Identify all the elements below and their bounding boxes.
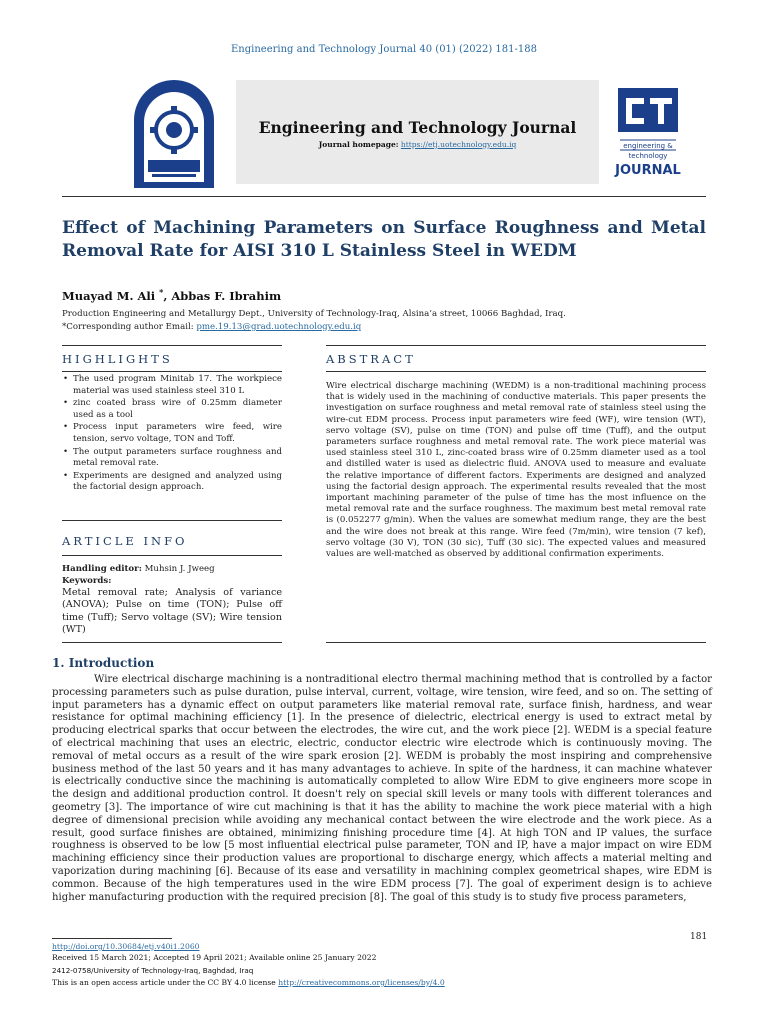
- abstract-text: Wire electrical discharge machining (WEDM) is a non-traditional machining process that is widely used in the machining of conductive materials. This paper presents the investigation on surface roughness and metal removal rate of stainless steel using the wire-cut EDM process. Process input parameters wire feed (WF), wire tension (WT), servo voltage (SV), pulse on time (TON) and pulse off time (Tuff), and the output parameters surface roughness and metal removal rate. The work piece material was used stainless steel 310 L, zinc-coated brass wire of 0.25mm diameter used as a tool and distilled water is used as dielectric fluid. ANOVA used to measure and evaluate the relative importance of different factors. Experiments are designed and analyzed using the factorial design approach. The experimental results revealed that the most important machining parameter of the pulse of time has the most influence on the metal removal rate and the surface roughness. The maximum best metal removal rate is (0.052277 g/min). When the values are somewhat medium range, they are the best and the wire does not break at this range. Wire feed (7m/min), wire tension (7 kef), servo voltage (30 V), TON (30 sic), Tuff (30 sic). The expected values and measured values are well-matched as observed by additional confirmation experiments.: [326, 381, 706, 560]
- journal-title: Engineering and Technology Journal: [258, 118, 577, 137]
- corresponding-mark: *: [159, 287, 164, 297]
- logo-line-3: JOURNAL: [615, 163, 681, 178]
- header-rule: [62, 196, 706, 197]
- page-number: 181: [690, 932, 708, 942]
- introduction-body: [52, 674, 712, 904]
- article-info-rule: [62, 555, 282, 556]
- introduction-paragraph: Wire electrical discharge machining is a nontraditional electro thermal machining method that is controlled by a factor processing parameters such as pulse duration, pulse interval, current, voltage, wire tension, wire feed, and so on. The setting of input parameters has a dynamic effect on output parameters like material removal rate, surface finish, hardness, and wear resistance for optimal machining efficiency [1]. In the presence of dielectric, electrical energy is used to extract metal by producing electrical sparks that occur between the electrodes, the wire cut, and the work piece [2]. WEDM is a special feature of electrical machining that uses an electric, electric, conductor electric wire electrode which is continuously moving. The removal of metal occurs as a result of the wire spark erosion [2]. WEDM is probably the most inspiring and comprehensive business method of the last 50 years and it has many advantages to achieve. In spite of the hardness, it can machine whatever is electrically conductive since the machining is automatically completed to allow Wire EDM to give engineers more scope in the design and additional production control. It doesn't rely on special skill levels or many tools with different tolerances and geometry [3]. The importance of wire cut machining is that it has the ability to machine the work piece material with a high degree of dimensional precision while avoiding any mechanical contact between the wire electrode and the work piece. As a result, good surface finishes are obtained, minimizing finishing procedure time [4]. At high TON and IP values, the surface roughness is observed to be low [5 most influential electrical pulse parameter, TON and IP, have a major impact on wire EDM machining efficiency since their production values are proportional to discharge energy, which affects a material melting and vaporization during machining [6]. Because of its ease and versatility in machining complex geometrical shapes, wire EDM is common. Because of the high temperatures used in the wire EDM process [7]. The goal of experiment design is to achieve higher manufacturing production with the required precision [8]. The goal of this study is to study five process parameters,: [52, 674, 712, 903]
- keywords: Metal removal rate; Analysis of variance (ANOVA); Pulse on time (TON); Pulse off time (Tuff); Servo voltage (SV); Wire tension (WT): [62, 587, 282, 636]
- author-2: , Abbas F. Ibrahim: [163, 288, 282, 303]
- keywords-label: Keywords:: [62, 576, 112, 586]
- footer-rule: [52, 938, 172, 939]
- running-header: Engineering and Technology Journal 40 (01) (2022) 181-188: [231, 44, 537, 55]
- logo-line-2: technology: [628, 152, 668, 160]
- corresponding-label: *Corresponding author Email:: [62, 322, 194, 332]
- footer-doi: [52, 942, 200, 951]
- journal-homepage: [236, 140, 599, 149]
- introduction-heading: 1. Introduction: [52, 656, 155, 670]
- article-info-bottom-rule: [62, 642, 282, 643]
- footer-license: [52, 978, 445, 987]
- footer-issn: 2412-0758/University of Technology-Iraq, Baghdad, Iraq: [52, 966, 254, 975]
- highlight-item: • The used program Minitab 17. The workpiece material was used stainless steel 310 L: [62, 374, 282, 397]
- highlights-bottom-rule: [62, 520, 282, 521]
- abstract-rule: [326, 371, 706, 372]
- paper-title: Effect of Machining Parameters on Surface Roughness and Metal Removal Rate for AISI 310 L Stainless Steel in WEDM: [62, 218, 706, 261]
- abstract-top-rule: [326, 345, 706, 346]
- logo-line-1: engineering &: [623, 142, 673, 150]
- abstract-bottom-rule: [326, 642, 706, 643]
- highlight-item: • The output parameters surface roughness and metal removal rate.: [62, 447, 282, 470]
- corresponding-email[interactable]: pme.19.13@grad.uotechnology.edu.iq: [196, 322, 362, 332]
- handling-editor: [62, 563, 282, 575]
- doi-link[interactable]: http://doi.org/10.30684/etj.v40i1.2060: [52, 942, 200, 951]
- highlights-top-rule: [62, 345, 282, 346]
- editor-name: Muhsin J. Jweeg: [144, 564, 215, 574]
- homepage-link[interactable]: https://etj.uotechnology.edu.iq: [400, 140, 517, 149]
- article-info-heading: ARTICLE INFO: [62, 534, 188, 548]
- highlights-list: [62, 374, 282, 495]
- highlight-item: • zinc coated brass wire of 0.25mm diameter used as a tool: [62, 398, 282, 421]
- article-info: [62, 563, 282, 637]
- university-logo: [128, 80, 220, 188]
- corresponding-author: [62, 322, 361, 332]
- footer-dates: Received 15 March 2021; Accepted 19 April 2021; Available online 25 January 2022: [52, 953, 377, 962]
- license-text: This is an open access article under the CC BY 4.0 license: [52, 978, 276, 987]
- authors: [62, 287, 281, 303]
- highlights-heading: HIGHLIGHTS: [62, 352, 173, 366]
- highlight-item: • Process input parameters wire feed, wire tension, servo voltage, TON and Toff.: [62, 422, 282, 445]
- highlight-item: • Experiments are designed and analyzed using the factorial design approach.: [62, 471, 282, 494]
- author-1: Muayad M. Ali: [62, 288, 156, 303]
- highlights-rule: [62, 371, 282, 372]
- license-link[interactable]: http://creativecommons.org/licenses/by/4.0: [278, 978, 445, 987]
- etj-journal-logo: [612, 88, 684, 184]
- affiliation: Production Engineering and Metallurgy Dept., University of Technology-Iraq, Alsina’a street, 10066 Baghdad, Iraq.: [62, 309, 566, 319]
- abstract-heading: ABSTRACT: [326, 352, 416, 366]
- homepage-label: Journal homepage:: [318, 140, 399, 149]
- editor-label: Handling editor:: [62, 564, 142, 574]
